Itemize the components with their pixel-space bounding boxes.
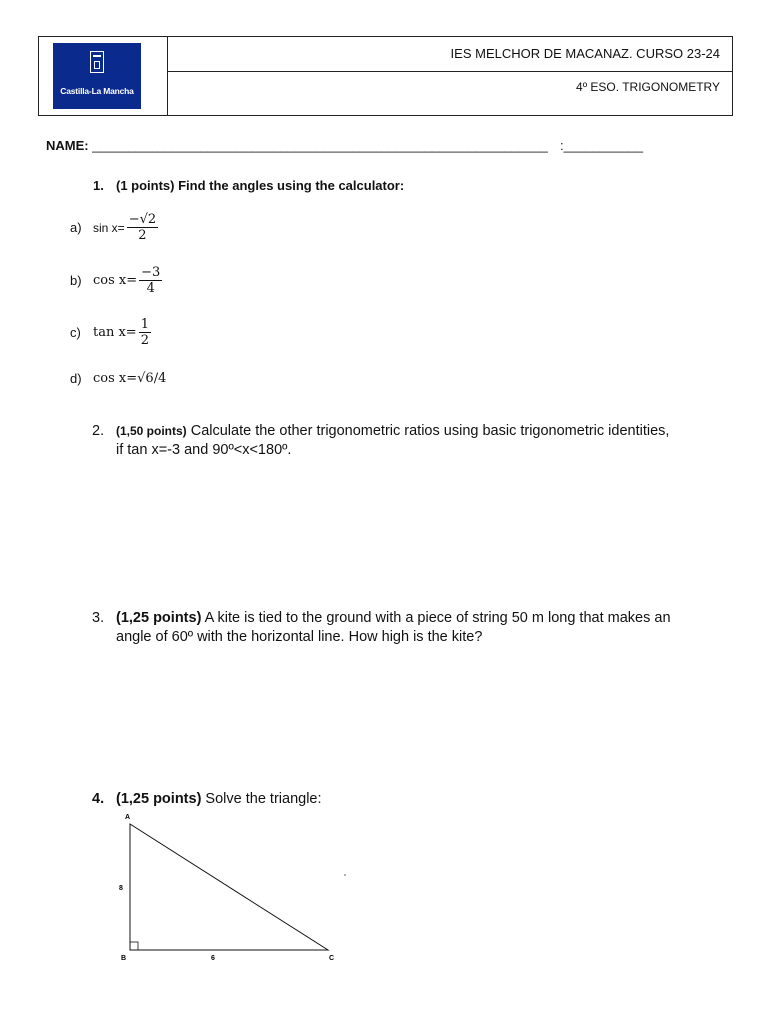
date-field[interactable] <box>560 138 643 153</box>
right-triangle-figure <box>110 808 360 968</box>
question-4 <box>92 790 322 809</box>
question-1c <box>70 317 151 348</box>
item-label: a) <box>70 220 82 235</box>
fraction <box>139 265 162 296</box>
question-2 <box>92 422 669 460</box>
castilla-la-mancha-logo <box>53 43 141 109</box>
question-3 <box>92 609 671 647</box>
name-blank: _______________________________________________________________ <box>92 138 548 153</box>
question-3-number: 3. <box>92 610 105 626</box>
question-3-points: (1,25 points) <box>116 610 202 626</box>
logo-cell <box>39 37 168 115</box>
question-2-text: Calculate the other trigonometric ratios using basic trigonometric identities, <box>186 423 670 439</box>
date-blank: :___________ <box>560 138 644 153</box>
item-func: tan x= <box>93 325 137 340</box>
question-1-number: 1. <box>93 178 104 193</box>
right-angle-marker <box>130 942 138 950</box>
question-1a <box>70 212 158 243</box>
item-expression: √6/4 <box>137 371 167 386</box>
question-2-text-line2: if tan x=-3 and 90º<x<180º. <box>116 442 292 458</box>
fraction <box>139 317 151 348</box>
logo-text: Castilla-La Mancha <box>60 86 134 96</box>
side-ab-length: 8 <box>119 885 123 892</box>
item-label: b) <box>70 273 82 288</box>
question-1b <box>70 265 162 296</box>
question-2-number: 2. <box>92 423 105 439</box>
numerator: −3 <box>141 265 161 280</box>
header-table <box>38 36 733 116</box>
fraction <box>127 212 158 243</box>
stray-dot <box>344 874 346 876</box>
denominator: 2 <box>140 333 149 348</box>
course-cell <box>167 72 732 115</box>
vertex-a: A <box>125 814 131 821</box>
crest-icon <box>90 51 104 73</box>
question-1d <box>70 371 166 386</box>
question-1-title <box>93 178 404 193</box>
question-3-text-line2: angle of 60º with the horizontal line. How high is the kite? <box>116 629 483 645</box>
vertex-c: C <box>329 955 335 962</box>
item-func: sin x= <box>93 220 125 235</box>
question-3-text: A kite is tied to the ground with a piece of string 50 m long that makes an <box>201 610 671 626</box>
item-label: c) <box>70 325 81 340</box>
name-label: NAME: <box>46 138 89 153</box>
vertex-b: B <box>121 955 127 962</box>
school-name: IES MELCHOR DE MACANAZ. CURSO 23-24 <box>450 46 720 61</box>
item-func: cos x= <box>93 273 138 288</box>
denominator: 4 <box>146 281 155 296</box>
side-bc-length: 6 <box>211 955 215 962</box>
denominator: 2 <box>138 228 147 243</box>
question-4-text: Solve the triangle: <box>201 791 322 807</box>
course-name: 4º ESO. TRIGONOMETRY <box>576 80 720 94</box>
item-func: cos x= <box>93 371 138 386</box>
question-4-points: (1,25 points) <box>116 791 202 807</box>
school-cell <box>167 37 732 72</box>
question-2-points: (1,50 points) <box>116 424 187 438</box>
name-field[interactable] <box>46 138 548 153</box>
item-label: d) <box>70 371 82 386</box>
numerator: −√2 <box>128 212 157 227</box>
triangle-shape <box>130 824 328 950</box>
numerator: 1 <box>140 317 149 332</box>
question-4-number: 4. <box>92 791 105 807</box>
question-1-text: (1 points) Find the angles using the calculator: <box>116 178 405 193</box>
